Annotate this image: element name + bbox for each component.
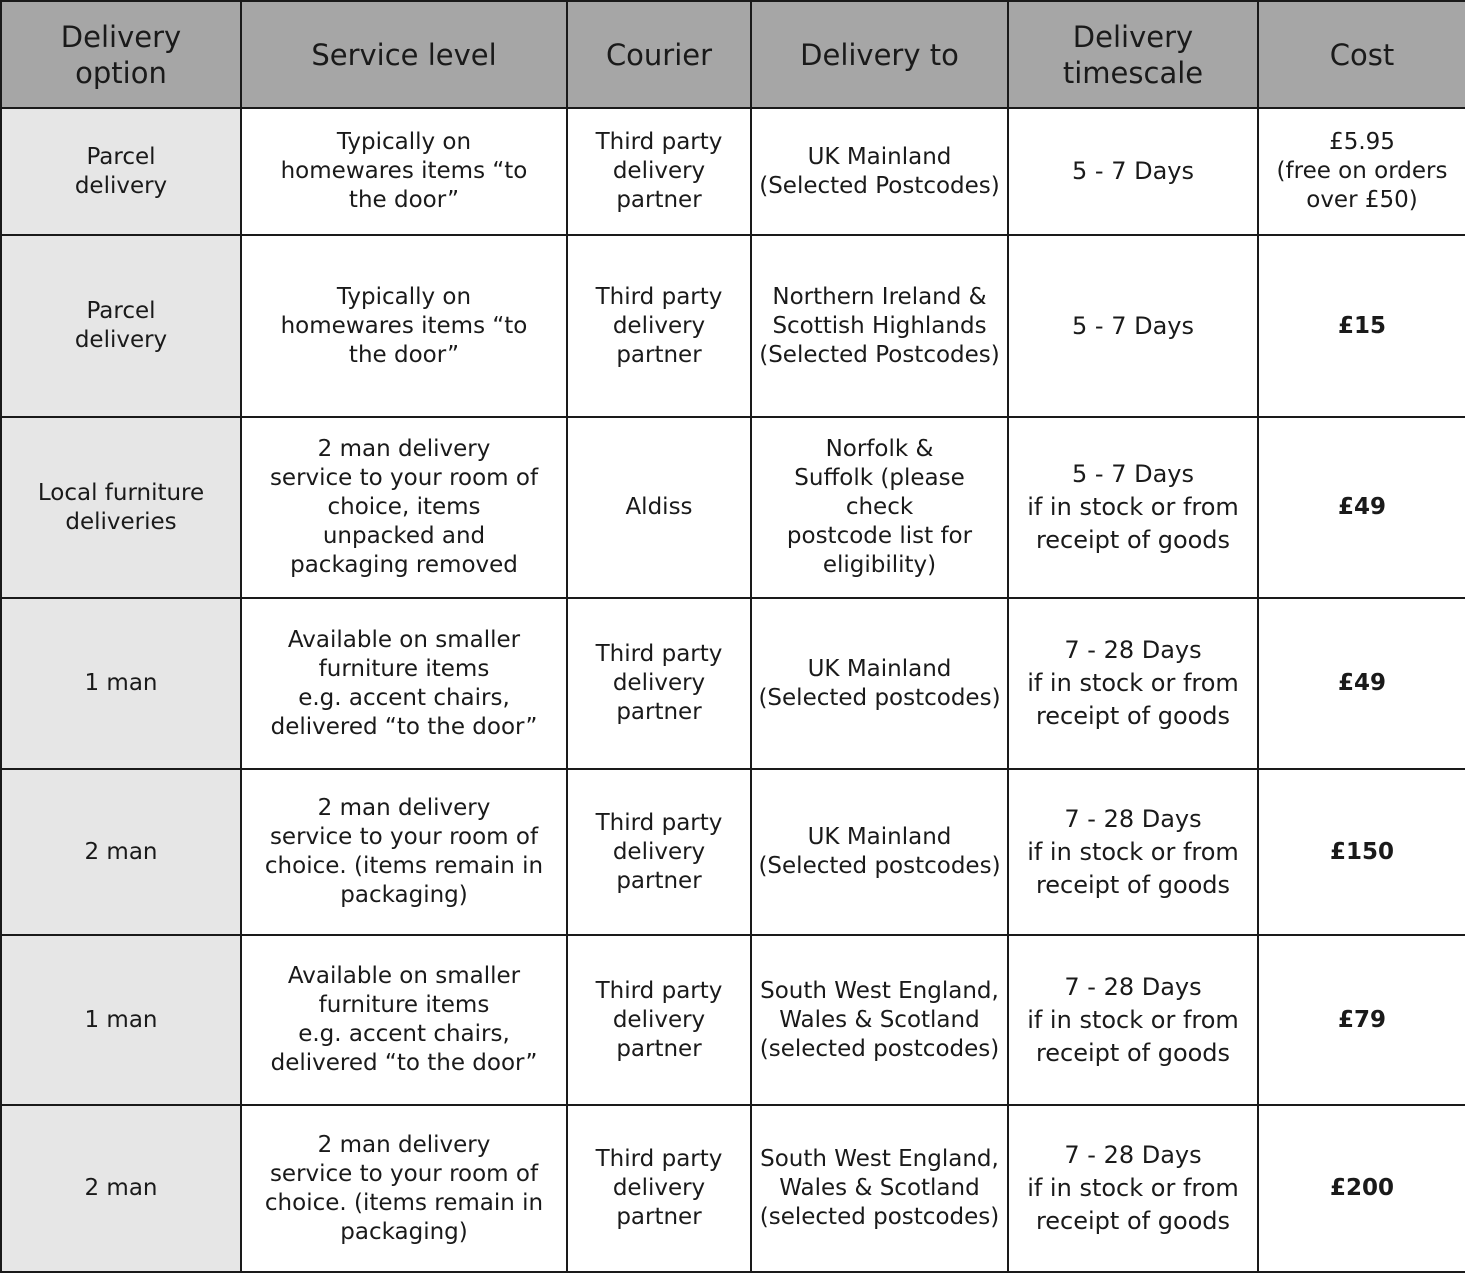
header-row bbox=[1, 1, 1465, 108]
delivery-option-cell: Local furniture deliveries bbox=[1, 417, 241, 598]
delivery-timescale-cell: 5 - 7 Days bbox=[1008, 235, 1258, 417]
service-level-cell: 2 man delivery service to your room of choice. (items remain in packaging) bbox=[241, 1105, 567, 1272]
delivery-to-cell: Northern Ireland & Scottish Highlands (Selected Postcodes) bbox=[751, 235, 1008, 417]
delivery-to-cell: UK Mainland (Selected postcodes) bbox=[751, 769, 1008, 935]
service-level-cell: 2 man delivery service to your room of choice, items unpacked and packaging removed bbox=[241, 417, 567, 598]
service-level-cell: Typically on homewares items “to the door” bbox=[241, 108, 567, 235]
delivery-timescale-cell: 7 - 28 Days if in stock or from receipt of goods bbox=[1008, 935, 1258, 1105]
delivery-option-cell: Parcel delivery bbox=[1, 108, 241, 235]
cost-cell: £5.95 (free on orders over £50) bbox=[1258, 108, 1465, 235]
courier-cell: Third party delivery partner bbox=[567, 935, 751, 1105]
delivery-timescale-cell: 7 - 28 Days if in stock or from receipt of goods bbox=[1008, 598, 1258, 769]
table-row bbox=[1, 417, 1465, 598]
header-delivery-option: Delivery option bbox=[1, 1, 241, 108]
delivery-timescale-cell: 5 - 7 Days if in stock or from receipt of goods bbox=[1008, 417, 1258, 598]
service-level-cell: Typically on homewares items “to the door” bbox=[241, 235, 567, 417]
delivery-to-cell: South West England, Wales & Scotland (selected postcodes) bbox=[751, 1105, 1008, 1272]
delivery-option-cell: Parcel delivery bbox=[1, 235, 241, 417]
courier-cell: Aldiss bbox=[567, 417, 751, 598]
header-service-level: Service level bbox=[241, 1, 567, 108]
delivery-timescale-cell: 7 - 28 Days if in stock or from receipt of goods bbox=[1008, 1105, 1258, 1272]
delivery-timescale-cell: 5 - 7 Days bbox=[1008, 108, 1258, 235]
delivery-timescale-cell: 7 - 28 Days if in stock or from receipt of goods bbox=[1008, 769, 1258, 935]
table-row bbox=[1, 1105, 1465, 1272]
courier-cell: Third party delivery partner bbox=[567, 235, 751, 417]
cost-cell: £200 bbox=[1258, 1105, 1465, 1272]
cost-cell: £49 bbox=[1258, 598, 1465, 769]
delivery-to-cell: UK Mainland (Selected Postcodes) bbox=[751, 108, 1008, 235]
delivery-to-cell: South West England, Wales & Scotland (selected postcodes) bbox=[751, 935, 1008, 1105]
cost-cell: £79 bbox=[1258, 935, 1465, 1105]
service-level-cell: Available on smaller furniture items e.g. accent chairs, delivered “to the door” bbox=[241, 598, 567, 769]
courier-cell: Third party delivery partner bbox=[567, 598, 751, 769]
courier-cell: Third party delivery partner bbox=[567, 1105, 751, 1272]
table-row bbox=[1, 235, 1465, 417]
header-courier: Courier bbox=[567, 1, 751, 108]
delivery-option-cell: 2 man bbox=[1, 1105, 241, 1272]
delivery-to-cell: Norfolk & Suffolk (please check postcode list for eligibility) bbox=[751, 417, 1008, 598]
delivery-option-cell: 2 man bbox=[1, 769, 241, 935]
cost-cell: £49 bbox=[1258, 417, 1465, 598]
table-row bbox=[1, 935, 1465, 1105]
courier-cell: Third party delivery partner bbox=[567, 108, 751, 235]
delivery-option-cell: 1 man bbox=[1, 935, 241, 1105]
courier-cell: Third party delivery partner bbox=[567, 769, 751, 935]
cost-cell: £150 bbox=[1258, 769, 1465, 935]
cost-cell: £15 bbox=[1258, 235, 1465, 417]
table-row bbox=[1, 598, 1465, 769]
table-body bbox=[1, 108, 1465, 1272]
service-level-cell: 2 man delivery service to your room of choice. (items remain in packaging) bbox=[241, 769, 567, 935]
delivery-option-cell: 1 man bbox=[1, 598, 241, 769]
header-delivery-to: Delivery to bbox=[751, 1, 1008, 108]
header-delivery-timescale: Delivery timescale bbox=[1008, 1, 1258, 108]
service-level-cell: Available on smaller furniture items e.g. accent chairs, delivered “to the door” bbox=[241, 935, 567, 1105]
table-row bbox=[1, 108, 1465, 235]
delivery-to-cell: UK Mainland (Selected postcodes) bbox=[751, 598, 1008, 769]
header-cost: Cost bbox=[1258, 1, 1465, 108]
table-row bbox=[1, 769, 1465, 935]
